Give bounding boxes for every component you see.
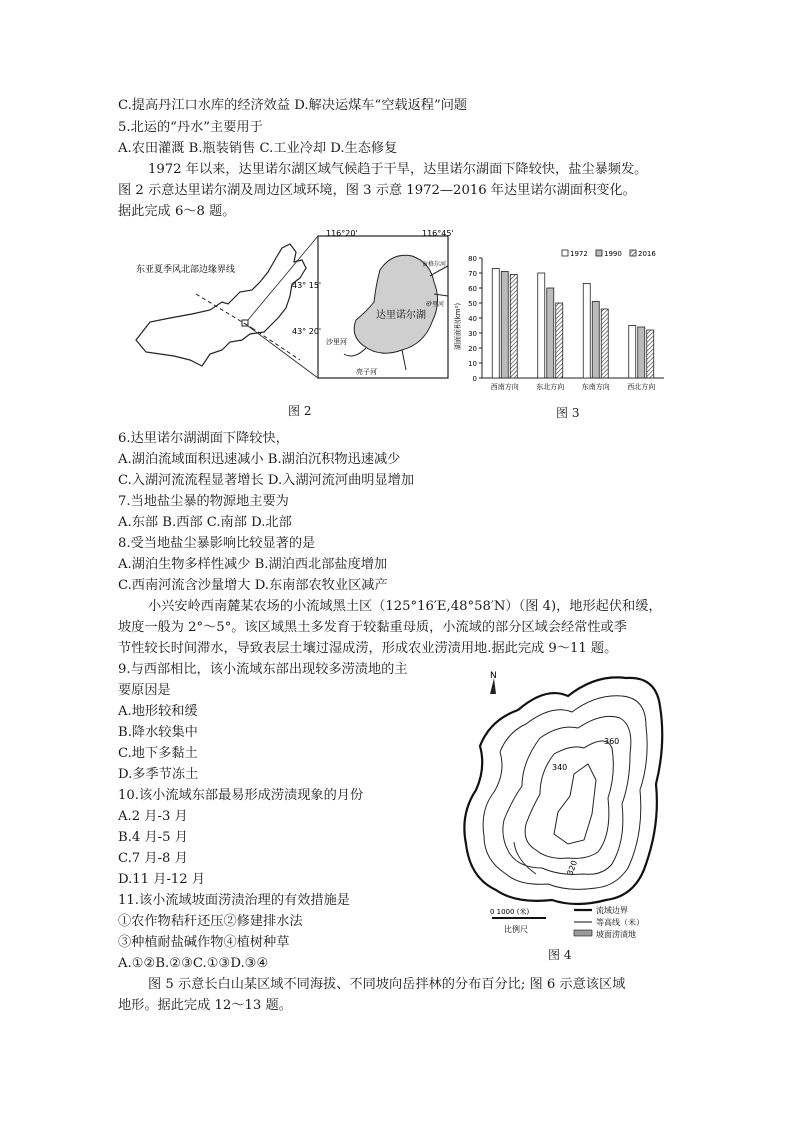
x-tick-label: 西北方向 — [627, 383, 656, 391]
svg-text:流域边界: 流域边界 — [596, 906, 628, 915]
legend-label: 1990 — [604, 250, 622, 258]
option-line: A.①②B.②③C.①③D.③④ — [118, 956, 269, 971]
option-b: B.降水较集中 — [118, 725, 198, 740]
svg-text:沙里河: 沙里河 — [326, 338, 347, 346]
option-c: C.地下多黏土 — [118, 746, 198, 761]
svg-text:砂里河: 砂里河 — [426, 301, 445, 308]
svg-text:坡面涝渍地: 坡面涝渍地 — [596, 930, 636, 939]
option-d: D.多季节冻土 — [118, 767, 199, 782]
north-arrow-label: N — [490, 671, 497, 681]
bar-1972-西北方向 — [629, 326, 636, 379]
figure-2-caption: 图 2 — [288, 404, 312, 418]
y-tick-label: 10 — [468, 360, 477, 368]
figure-3-caption: 图 3 — [556, 406, 580, 420]
figure-3-bar-chart — [452, 240, 672, 400]
x-tick-label: 东南方向 — [581, 383, 610, 391]
x-tick-label: 东北方向 — [536, 383, 565, 391]
question-5: 5.北运的“丹水”主要用于 — [118, 120, 263, 135]
svg-text:43° 15': 43° 15' — [292, 281, 322, 290]
watershed-boundary — [464, 677, 662, 904]
option-line: C.提高丹江口水库的经济效益 D.解决运煤车“空载返程”问题 — [118, 98, 468, 113]
lake-label: 达里诺尔湖 — [376, 310, 426, 321]
question-10: 10.该小流域东部最易形成涝渍现象的月份 — [118, 788, 364, 803]
intro-paragraph: 地形。据此完成 12～13 题。 — [118, 998, 292, 1013]
question-8: 8.受当地盐尘暴影响比较显著的是 — [118, 536, 316, 551]
intro-paragraph: 图 5 示意长白山某区域不同海拔、不同坡向岳拌林的分布百分比; 图 6 示意该区域 — [148, 977, 626, 992]
y-axis-label: 湖面面积(km²) — [454, 302, 462, 350]
option-line: A.东部 B.西部 C.南部 D.北部 — [118, 515, 292, 530]
intro-paragraph: 图 2 示意达里诺尔湖及周边区域环境，图 3 示意 1972—2016 年达里诺尔湖面积变化。 — [118, 183, 636, 198]
legend-label: 1972 — [570, 250, 588, 258]
question-6: 6.达里诺尔湖湖面下降较快， — [118, 431, 289, 446]
bar-1990-东北方向 — [547, 288, 554, 378]
contour-line — [525, 741, 613, 858]
svg-text:320: 320 — [565, 859, 580, 877]
y-tick-label: 40 — [468, 315, 477, 323]
option-a: A.地形较和缓 — [118, 704, 198, 719]
x-tick-label: 西南方向 — [490, 383, 519, 391]
y-tick-label: 20 — [468, 345, 477, 353]
svg-text:116°20': 116°20' — [326, 229, 358, 238]
legend-swatch-1990 — [596, 250, 602, 256]
svg-text:贡格尔河: 贡格尔河 — [422, 261, 447, 268]
contour-line — [483, 696, 647, 890]
bar-1990-西南方向 — [501, 272, 508, 379]
bar-2016-东南方向 — [601, 309, 608, 378]
intro-paragraph: 1972 年以来，达里诺尔湖区域气候趋于干旱，达里诺尔湖面下降较快，盐尘暴频发。 — [148, 162, 648, 177]
intro-paragraph: 小兴安岭西南麓某农场的小流域黑土区（125°16′E,48°58′N）（图 4)，地形起伏和缓， — [148, 599, 662, 614]
y-tick-label: 30 — [468, 330, 477, 338]
question-11: 11.该小流域坡面涝渍治理的有效措施是 — [118, 893, 350, 908]
svg-text:等高线（米）: 等高线（米） — [596, 918, 644, 927]
option-line: A.湖泊生物多样性减少 B.湖泊西北部盐度增加 — [118, 557, 388, 572]
svg-text:亮子河: 亮子河 — [356, 368, 377, 376]
svg-text:43° 20': 43° 20' — [292, 327, 322, 336]
bar-1990-东南方向 — [592, 302, 599, 379]
option-c: C.7 月-8 月 — [118, 851, 188, 866]
y-tick-label: 60 — [468, 285, 477, 293]
bar-1972-东北方向 — [538, 273, 545, 378]
intro-paragraph: 据此完成 6～8 题。 — [118, 204, 236, 219]
legend-swatch-1972 — [562, 250, 568, 256]
intro-paragraph: 节性较长时间滞水，导致表层土壤过湿成涝，形成农业涝渍用地.据此完成 9～11 题。 — [118, 641, 618, 656]
bar-1972-西南方向 — [492, 269, 499, 379]
option-line: ①农作物秸秆还压②修建排水法 — [118, 914, 303, 929]
option-a: A.2 月-3 月 — [118, 809, 188, 824]
contour-line — [554, 764, 596, 844]
bar-2016-东北方向 — [556, 303, 563, 378]
svg-text:360: 360 — [604, 737, 620, 746]
svg-text:340: 340 — [552, 763, 568, 772]
question-7: 7.当地盐尘暴的物源地主要为 — [118, 494, 289, 509]
legend-swatch-2016 — [630, 250, 636, 256]
bar-2016-西北方向 — [647, 330, 654, 378]
option-b: B.4 月-5 月 — [118, 830, 188, 845]
y-tick-label: 50 — [468, 300, 477, 308]
intro-paragraph: 坡度一般为 2°～5°。该区域黑土多发育于较黏重母质，小流域的部分区域会经常性或季 — [118, 620, 627, 635]
figure-4-contour-map — [456, 664, 672, 944]
monsoon-boundary-label: 东亚夏季风北部边缘界线 — [136, 265, 236, 275]
svg-text:0 1000 (米): 0 1000 (米) — [490, 908, 530, 916]
figure-2-map — [130, 229, 454, 390]
option-d: D.11 月-12 月 — [118, 872, 206, 887]
y-tick-label: 80 — [468, 255, 477, 263]
question-9-cont: 要原因是 — [118, 683, 171, 698]
chart-legend — [562, 250, 656, 258]
option-line: A.农田灌溉 B.瓶装销售 C.工业冷却 D.生态修复 — [118, 141, 398, 156]
option-line: C.西南河流含沙量增大 D.东南部农牧业区减产 — [118, 578, 388, 593]
svg-text:116°45': 116°45' — [422, 229, 454, 238]
bar-2016-西南方向 — [510, 275, 517, 379]
legend-label: 2016 — [638, 250, 656, 258]
option-line: C.入湖河流流程显著增长 D.入湖河流河曲明显增加 — [118, 473, 415, 488]
bar-1972-东南方向 — [583, 284, 590, 379]
y-tick-label: 0 — [472, 375, 477, 383]
legend-waterlogged-swatch — [574, 930, 592, 936]
svg-text:比例尺: 比例尺 — [504, 925, 528, 934]
option-line: ③种植耐盐碱作物④植树种草 — [118, 935, 290, 950]
option-line: A.湖泊流域面积迅速减小 B.湖泊沉积物迅速减少 — [118, 452, 401, 467]
bar-1990-西北方向 — [638, 327, 645, 378]
question-9: 9.与西部相比，该小流域东部出现较多涝渍地的主 — [118, 662, 408, 677]
figure-4-caption: 图 4 — [548, 948, 572, 962]
y-tick-label: 70 — [468, 270, 477, 278]
